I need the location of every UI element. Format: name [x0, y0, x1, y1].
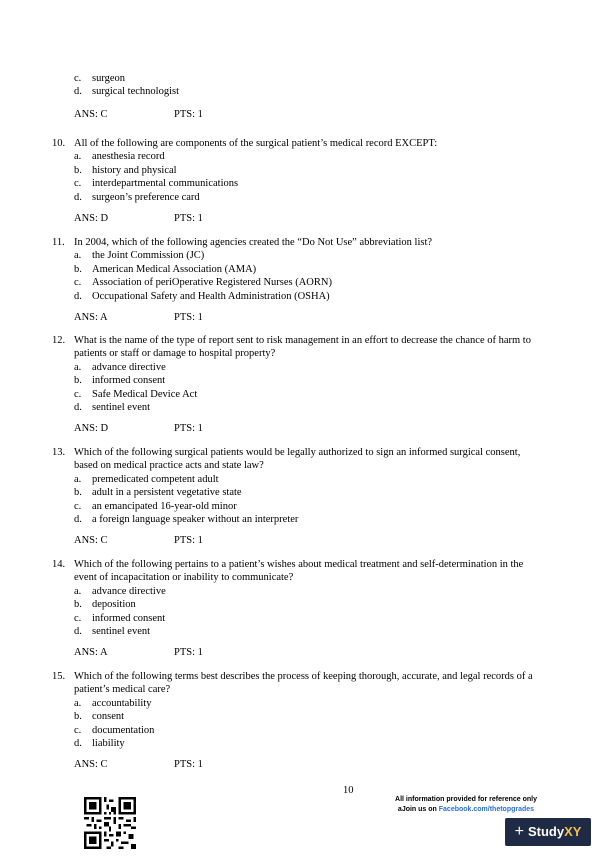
option-c: c. surgeon [74, 73, 126, 84]
option-d: d. surgical technologist [74, 86, 179, 98]
answer-line: ANS: D PTS: 1 [74, 423, 203, 435]
option-d: d. Occupational Safety and Health Administration (OSHA) [74, 290, 330, 302]
question-number: 15. [52, 671, 66, 682]
question-10 [52, 137, 552, 225]
question-number: 12. [52, 335, 66, 346]
question-number: 10. [52, 138, 66, 149]
option-c: c. Association of periOperative Registered Nurses (AORN) [74, 277, 332, 289]
option-d: d. sentinel event [74, 402, 151, 414]
option-a: a. accountability [74, 697, 152, 709]
question-text: Which of the following pertains to a patient’s wishes about medical treatment and self-determination in the event of incapacitation or inability to communicate? [74, 559, 524, 584]
option-a: a. advance directive [74, 361, 166, 373]
question-11 [52, 236, 552, 324]
option-b: b. deposition [74, 599, 136, 611]
option-b: b. consent [74, 711, 125, 723]
option-b: b. American Medical Association (AMA) [74, 263, 257, 275]
option-a: a. the Joint Commission (JC) [74, 250, 205, 262]
option-d: d. surgeon’s preference card [74, 191, 200, 203]
footer-join: aJoin us on Facebook.com/thetopgrades [397, 806, 535, 813]
plus-icon: + [514, 823, 524, 841]
qr-code-icon[interactable] [84, 797, 136, 849]
continued-question [74, 72, 554, 121]
question-text: Which of the following terms best describes the process of keeping thorough, accurate, and legal records of a patient’s medical care? [74, 671, 533, 696]
question-number: 14. [52, 559, 66, 570]
option-b: b. adult in a persistent vegetative state [74, 487, 242, 499]
answer-line: ANS: A PTS: 1 [74, 647, 203, 659]
option-a: a. anesthesia record [74, 151, 165, 163]
question-15 [52, 670, 552, 772]
option-c: c. documentation [74, 724, 155, 736]
question-12 [52, 334, 552, 436]
footer-note [386, 795, 546, 815]
facebook-link[interactable]: Facebook.com/thetopgrades [438, 806, 535, 813]
question-text: All of the following are components of the surgical patient’s medical record EXCEPT: [74, 138, 438, 149]
option-a: a. advance directive [74, 585, 166, 597]
option-b: b. history and physical [74, 164, 177, 176]
option-a: a. premedicated competent adult [74, 473, 219, 485]
option-c: c. Safe Medical Device Act [74, 388, 198, 400]
option-d: d. liability [74, 738, 125, 750]
question-number: 13. [52, 447, 66, 458]
option-b: b. informed consent [74, 375, 166, 387]
question-14 [52, 558, 552, 660]
option-c: c. an emancipated 16-year-old minor [74, 500, 237, 512]
answer-line: ANS: C PTS: 1 [74, 759, 203, 771]
question-13 [52, 446, 552, 548]
option-c: c. interdepartmental communications [74, 178, 239, 190]
option-d: d. a foreign language speaker without an interpreter [74, 514, 299, 526]
question-text: What is the name of the type of report sent to risk management in an effort to decrease the chance of harm to patients or staff or damage to hospital property? [74, 335, 531, 360]
answer-line: ANS: C PTS: 1 [74, 535, 203, 547]
answer-line: ANS: C PTS: 1 [74, 108, 203, 120]
option-c: c. informed consent [74, 612, 166, 624]
answer-line: ANS: A PTS: 1 [74, 312, 203, 324]
question-text: In 2004, which of the following agencies created the “Do Not Use” abbreviation list? [74, 237, 433, 248]
question-number: 11. [52, 237, 65, 248]
studyxy-logo[interactable]: + Study XY [505, 818, 591, 846]
answer-line: ANS: D PTS: 1 [74, 213, 203, 225]
question-text: Which of the following surgical patients would be legally authorized to sign an informed surgical consent, based on medical practice acts and state law? [74, 447, 521, 472]
footer-disclaimer: All information provided for reference only [395, 796, 537, 803]
option-d: d. sentinel event [74, 626, 151, 638]
page-number: 10 [343, 785, 354, 796]
